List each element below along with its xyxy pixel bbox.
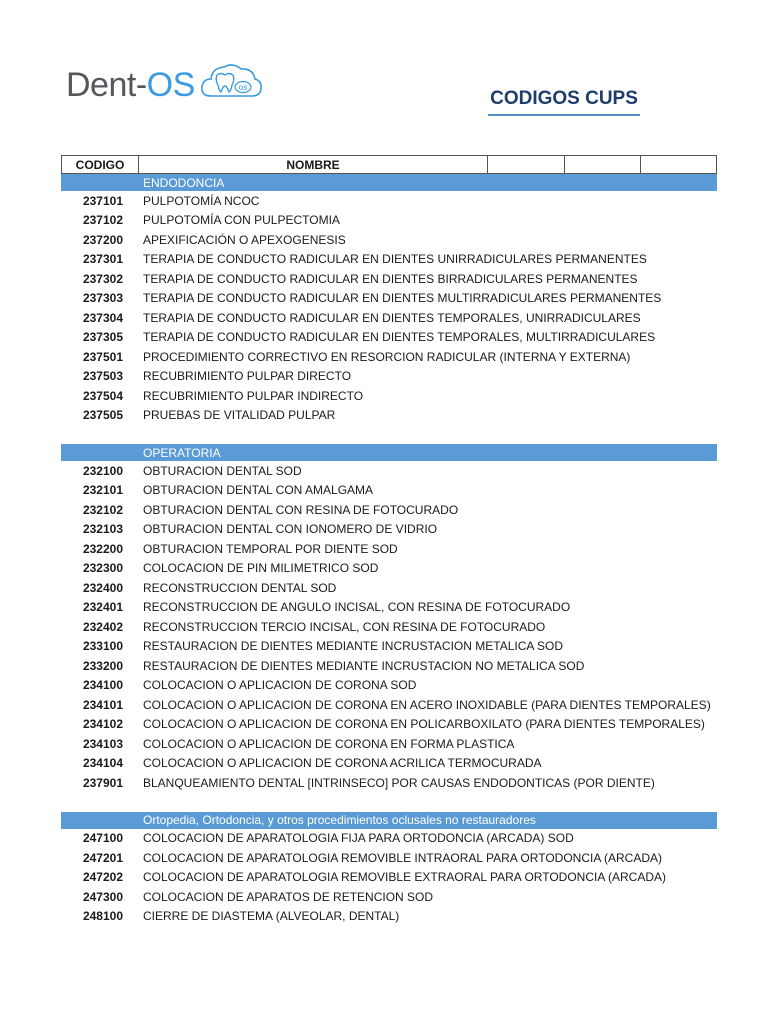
- row-name: COLOCACION O APLICACION DE CORONA EN POLICARBOXILATO (PARA DIENTES TEMPORALES): [143, 717, 705, 732]
- table-header: [61, 155, 717, 174]
- row-code: 247202: [82, 870, 123, 885]
- row-code: 232200: [82, 541, 123, 556]
- row-name: RECONSTRUCCION DENTAL SOD: [143, 580, 337, 595]
- row-code: 237505: [82, 408, 123, 423]
- table-row: [61, 520, 717, 540]
- row-name: PULPOTOMÍA CON PULPECTOMIA: [143, 213, 340, 228]
- table-row: [61, 559, 717, 579]
- row-name: COLOCACION O APLICACION DE CORONA ACRILICA TERMOCURADA: [143, 756, 542, 771]
- row-code: 237102: [82, 213, 123, 228]
- table-row: [61, 637, 717, 657]
- row-code: 234104: [82, 756, 123, 771]
- table-row: [61, 308, 717, 328]
- row-code: 232402: [82, 619, 123, 634]
- column-header-empty-1: [488, 156, 565, 173]
- row-code: 237302: [82, 271, 123, 286]
- row-name: RECONSTRUCCION DE ANGULO INCISAL, CON RESINA DE FOTOCURADO: [143, 600, 571, 615]
- row-name: RESTAURACION DE DIENTES MEDIANTE INCRUSTACION METALICA SOD: [143, 639, 564, 654]
- row-code: 237305: [82, 330, 123, 345]
- row-name: BLANQUEAMIENTO DENTAL [INTRINSECO] POR CAUSAS ENDODONTICAS (POR DIENTE): [143, 775, 655, 790]
- table-row: [61, 715, 717, 735]
- row-name: OBTURACION DENTAL CON AMALGAMA: [143, 483, 374, 498]
- row-code: 234101: [82, 697, 123, 712]
- row-code: 232101: [82, 483, 123, 498]
- table-row: [61, 887, 717, 907]
- table-row: [61, 656, 717, 676]
- row-name: COLOCACION O APLICACION DE CORONA EN ACERO INOXIDABLE (PARA DIENTES TEMPORALES): [143, 697, 711, 712]
- row-name: RECONSTRUCCION TERCIO INCISAL, CON RESINA DE FOTOCURADO: [143, 619, 546, 634]
- table-row: [61, 598, 717, 618]
- row-code: 232100: [82, 463, 123, 478]
- row-name: PROCEDIMIENTO CORRECTIVO EN RESORCION RADICULAR (INTERNA Y EXTERNA): [143, 349, 631, 364]
- page-title: CODIGOS CUPS: [488, 88, 640, 116]
- column-header-code: CODIGO: [62, 156, 139, 173]
- row-code: 237301: [82, 252, 123, 267]
- row-name: COLOCACION O APLICACION DE CORONA SOD: [143, 678, 417, 693]
- row-code: 237501: [82, 349, 123, 364]
- table-row: [61, 754, 717, 774]
- cups-table: [61, 155, 717, 926]
- table-row: [61, 539, 717, 559]
- table-row: [61, 386, 717, 406]
- column-header-empty-2: [565, 156, 641, 173]
- table-row: [61, 230, 717, 250]
- table-row: [61, 734, 717, 754]
- row-name: TERAPIA DE CONDUCTO RADICULAR EN DIENTES TEMPORALES, UNIRRADICULARES: [143, 310, 641, 325]
- section-header: Ortopedia, Ortodoncia, y otros procedimientos oclusales no restauradores: [61, 812, 717, 829]
- row-name: TERAPIA DE CONDUCTO RADICULAR EN DIENTES TEMPORALES, MULTIRRADICULARES: [143, 330, 656, 345]
- row-code: 237304: [82, 310, 123, 325]
- table-row: [61, 191, 717, 211]
- table-row: [61, 773, 717, 793]
- row-code: 232400: [82, 580, 123, 595]
- table-row: [61, 868, 717, 888]
- row-code: 233200: [82, 658, 123, 673]
- row-name: COLOCACION DE APARATOLOGIA FIJA PARA ORTODONCIA (ARCADA) SOD: [143, 831, 574, 846]
- table-row: [61, 269, 717, 289]
- row-code: 232103: [82, 522, 123, 537]
- row-name: PRUEBAS DE VITALIDAD PULPAR: [143, 408, 336, 423]
- row-name: COLOCACION O APLICACION DE CORONA EN FORMA PLASTICA: [143, 736, 515, 751]
- logo-text-os: OS: [146, 66, 195, 104]
- table-row: [61, 406, 717, 426]
- table-row: [61, 481, 717, 501]
- cloud-tooth-icon: [199, 60, 263, 102]
- section-spacer: [61, 793, 717, 812]
- table-row: [61, 676, 717, 696]
- column-header-name: NOMBRE: [139, 156, 488, 173]
- row-name: OBTURACION DENTAL CON RESINA DE FOTOCURADO: [143, 502, 459, 517]
- column-header-empty-3: [641, 156, 716, 173]
- row-code: 234100: [82, 678, 123, 693]
- row-name: RESTAURACION DE DIENTES MEDIANTE INCRUSTACION NO METALICA SOD: [143, 658, 585, 673]
- row-name: COLOCACION DE APARATOLOGIA REMOVIBLE EXTRAORAL PARA ORTODONCIA (ARCADA): [143, 870, 667, 885]
- row-code: 234103: [82, 736, 123, 751]
- logo-badge-text: os: [238, 83, 247, 92]
- logo-text-dent: Dent-: [66, 66, 147, 104]
- row-code: 247100: [82, 831, 123, 846]
- section-spacer: [61, 425, 717, 444]
- table-row: [61, 289, 717, 309]
- table-row: [61, 328, 717, 348]
- row-name: OBTURACION DENTAL SOD: [143, 463, 302, 478]
- row-name: OBTURACION DENTAL CON IONOMERO DE VIDRIO: [143, 522, 438, 537]
- table-row: [61, 695, 717, 715]
- row-code: 247201: [82, 850, 123, 865]
- row-name: TERAPIA DE CONDUCTO RADICULAR EN DIENTES MULTIRRADICULARES PERMANENTES: [143, 291, 662, 306]
- table-row: [61, 211, 717, 231]
- row-name: COLOCACION DE PIN MILIMETRICO SOD: [143, 561, 379, 576]
- row-name: APEXIFICACIÓN O APEXOGENESIS: [143, 232, 346, 247]
- row-code: 232401: [82, 600, 123, 615]
- row-code: 248100: [82, 909, 123, 924]
- table-row: [61, 367, 717, 387]
- table-row: [61, 829, 717, 849]
- row-code: 237200: [82, 232, 123, 247]
- row-name: OBTURACION TEMPORAL POR DIENTE SOD: [143, 541, 398, 556]
- row-name: TERAPIA DE CONDUCTO RADICULAR EN DIENTES BIRRADICULARES PERMANENTES: [143, 271, 638, 286]
- row-code: 232102: [82, 502, 123, 517]
- row-name: CIERRE DE DIASTEMA (ALVEOLAR, DENTAL): [143, 909, 400, 924]
- row-name: RECUBRIMIENTO PULPAR INDIRECTO: [143, 388, 364, 403]
- row-code: 237101: [82, 193, 123, 208]
- dent-os-logo: [66, 68, 263, 102]
- row-name: TERAPIA DE CONDUCTO RADICULAR EN DIENTES UNIRRADICULARES PERMANENTES: [143, 252, 647, 267]
- row-code: 247300: [82, 889, 123, 904]
- table-row: [61, 578, 717, 598]
- row-name: RECUBRIMIENTO PULPAR DIRECTO: [143, 369, 352, 384]
- table-row: [61, 500, 717, 520]
- row-name: COLOCACION DE APARATOLOGIA REMOVIBLE INTRAORAL PARA ORTODONCIA (ARCADA): [143, 850, 663, 865]
- table-row: [61, 907, 717, 927]
- table-row: [61, 848, 717, 868]
- section-header: ENDODONCIA: [61, 174, 717, 191]
- row-code: 237503: [82, 369, 123, 384]
- table-row: [61, 250, 717, 270]
- row-name: COLOCACION DE APARATOS DE RETENCION SOD: [143, 889, 434, 904]
- section-header: OPERATORIA: [61, 444, 717, 461]
- row-code: 237303: [82, 291, 123, 306]
- table-body: [61, 174, 717, 926]
- row-code: 232300: [82, 561, 123, 576]
- table-row: [61, 347, 717, 367]
- table-row: [61, 617, 717, 637]
- row-code: 234102: [82, 717, 123, 732]
- row-code: 233100: [82, 639, 123, 654]
- row-code: 237901: [82, 775, 123, 790]
- row-name: PULPOTOMÍA NCOC: [143, 193, 260, 208]
- row-code: 237504: [82, 388, 123, 403]
- table-row: [61, 461, 717, 481]
